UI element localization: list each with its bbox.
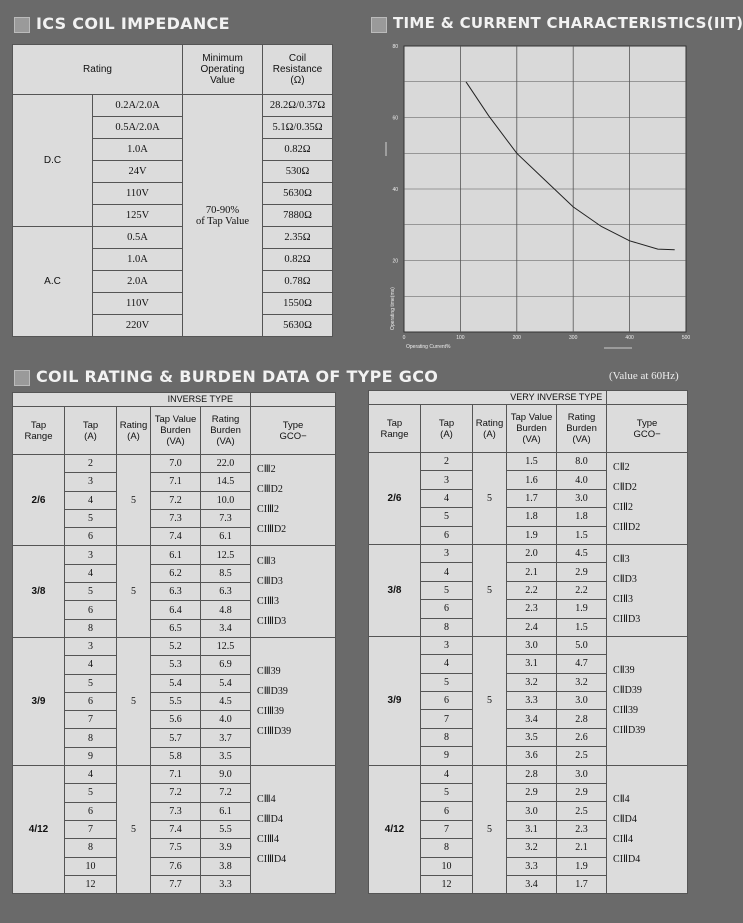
ics-rating: 24V: [93, 161, 183, 183]
tap-value: 8: [65, 729, 117, 747]
header-type: Type GCO−: [607, 405, 688, 453]
tap-value-burden: 5.4: [151, 674, 201, 692]
tap-value-burden: 3.5: [507, 728, 557, 746]
tap-value: 9: [65, 747, 117, 765]
rating-burden: 3.8: [201, 857, 251, 875]
tap-value: 8: [65, 619, 117, 637]
ics-dc-label: D.C: [13, 95, 93, 227]
tap-value-burden: 2.0: [507, 544, 557, 562]
tap-value-burden: 3.4: [507, 710, 557, 728]
tap-value-burden: 3.0: [507, 802, 557, 820]
tap-value: 4: [65, 491, 117, 509]
tap-value: 4: [65, 656, 117, 674]
section-bullet: [14, 17, 30, 33]
tap-value-burden: 7.1: [151, 473, 201, 491]
ics-resistance: 0.82Ω: [263, 249, 333, 271]
tap-value: 4: [421, 765, 473, 783]
rating-burden: 1.9: [557, 857, 607, 875]
rating-burden: 2.6: [557, 728, 607, 746]
type-code: CIⅡ39: [613, 704, 638, 716]
tap-value: 3: [65, 473, 117, 491]
tap-value-burden: 5.8: [151, 747, 201, 765]
rating-burden: 2.9: [557, 563, 607, 581]
tap-value: 5: [421, 508, 473, 526]
tap-value-burden: 6.4: [151, 601, 201, 619]
table-row: [13, 637, 336, 655]
type-code: CⅢD39: [257, 685, 288, 697]
table-row: [369, 765, 688, 783]
rating-burden: 14.5: [201, 473, 251, 491]
rating-burden: 2.3: [557, 820, 607, 838]
ics-rating: 1.0A: [93, 249, 183, 271]
ics-rating: 220V: [93, 315, 183, 337]
rating-burden: 6.3: [201, 583, 251, 601]
tap-value: 8: [421, 839, 473, 857]
chart-title: TIME & CURRENT CHARACTERISTICS(IIT): [393, 14, 743, 32]
type-code: CⅡD4: [613, 813, 637, 825]
rating-burden: 6.9: [201, 656, 251, 674]
tap-value-burden: 1.7: [507, 489, 557, 507]
type-code: CⅡ39: [613, 664, 635, 676]
rating-burden: 3.0: [557, 765, 607, 783]
y-tick-label: 80: [392, 44, 398, 50]
rating-value: 5: [473, 544, 507, 636]
tap-value-burden: 1.8: [507, 508, 557, 526]
tap-value-burden: 2.9: [507, 784, 557, 802]
rating-burden: 3.0: [557, 692, 607, 710]
rating-burden: 2.5: [557, 747, 607, 765]
tap-value: 5: [421, 673, 473, 691]
rating-burden: 12.5: [201, 637, 251, 655]
tap-value: 8: [65, 839, 117, 857]
x-tick-label: 200: [512, 335, 521, 341]
burden-title: COIL RATING & BURDEN DATA OF TYPE GCO: [36, 367, 439, 386]
tap-range: 3/9: [369, 636, 421, 765]
rating-burden: 3.9: [201, 839, 251, 857]
ics-ac-label: A.C: [13, 227, 93, 337]
type-code: CIⅡ4: [613, 833, 633, 845]
header-rating: Rating (A): [473, 405, 507, 453]
tap-range: 4/12: [369, 765, 421, 894]
ics-header-rating: Rating: [13, 45, 183, 95]
header-tap-value-burden: Tap Value Burden (VA): [151, 407, 201, 455]
tap-value-burden: 3.3: [507, 692, 557, 710]
rating-burden: 22.0: [201, 455, 251, 473]
ics-table: [12, 44, 333, 337]
tap-value-burden: 5.3: [151, 656, 201, 674]
tap-range: 3/8: [13, 546, 65, 637]
tap-value-burden: 5.6: [151, 711, 201, 729]
type-list: [607, 453, 688, 545]
tap-value-burden: 5.2: [151, 637, 201, 655]
rating-burden: 3.3: [201, 875, 251, 893]
table-row: [369, 544, 688, 562]
type-code: CIⅢ4: [257, 833, 279, 845]
type-list: [607, 765, 688, 894]
ics-rating: 125V: [93, 205, 183, 227]
type-code: CIⅢD2: [257, 524, 287, 536]
header-rating-burden: Rating Burden (VA): [201, 407, 251, 455]
type-code: CIⅢD39: [257, 725, 292, 737]
type-code: CIⅢ3: [257, 595, 279, 607]
tap-range: 3/8: [369, 544, 421, 636]
type-code: CⅡD39: [613, 684, 642, 696]
rating-burden: 1.8: [557, 508, 607, 526]
type-code: CⅢD2: [257, 484, 283, 496]
tap-value: 6: [65, 692, 117, 710]
type-code: CIⅡD4: [613, 853, 641, 865]
rating-burden: 5.5: [201, 820, 251, 838]
tap-value: 7: [65, 820, 117, 838]
tap-value: 5: [421, 784, 473, 802]
rating-burden: 4.0: [201, 711, 251, 729]
rating-burden: 6.1: [201, 528, 251, 546]
ics-header-coil: Coil Resistance (Ω): [263, 45, 333, 95]
tap-value: 8: [421, 618, 473, 636]
type-list: [251, 637, 336, 765]
rating-burden: 4.5: [201, 692, 251, 710]
type-code: CIⅡ2: [613, 502, 633, 514]
tap-value-burden: 7.1: [151, 766, 201, 784]
tap-value: 7: [421, 820, 473, 838]
tap-value-burden: 7.2: [151, 491, 201, 509]
tap-value: 5: [421, 581, 473, 599]
table-row: [13, 766, 336, 784]
rating-value: 5: [117, 637, 151, 765]
tap-value-burden: 7.3: [151, 802, 201, 820]
ics-row: [13, 95, 333, 117]
rating-burden: 4.7: [557, 655, 607, 673]
rating-value: 5: [473, 765, 507, 894]
ics-min-op-value: 70-90% of Tap Value: [183, 95, 263, 337]
rating-burden: 8.5: [201, 564, 251, 582]
very-inverse-type-table: [368, 390, 688, 894]
tap-value-burden: 7.7: [151, 875, 201, 893]
ics-resistance: 28.2Ω/0.37Ω: [263, 95, 333, 117]
table-row: [13, 546, 336, 564]
ics-rating: 2.0A: [93, 271, 183, 293]
type-code: CⅢ2: [257, 464, 276, 476]
y-tick-label: 20: [392, 258, 398, 265]
ics-header-min-op: Minimum Operating Value: [183, 45, 263, 95]
tap-range: 3/9: [13, 637, 65, 765]
section-bullet: [371, 17, 387, 33]
y-tick-label: 40: [392, 187, 398, 193]
tap-value: 4: [421, 563, 473, 581]
tap-value-burden: 6.2: [151, 564, 201, 582]
tap-value: 3: [421, 471, 473, 489]
header-type: Type GCO−: [251, 407, 336, 455]
tap-value: 7: [421, 710, 473, 728]
tap-value: 10: [421, 857, 473, 875]
ics-resistance: 0.82Ω: [263, 139, 333, 161]
rating-value: 5: [117, 546, 151, 637]
rating-burden: 3.4: [201, 619, 251, 637]
type-list: [251, 455, 336, 546]
tap-value: 2: [65, 455, 117, 473]
rating-burden: 4.8: [201, 601, 251, 619]
tap-value: 5: [65, 784, 117, 802]
tap-range: 2/6: [13, 455, 65, 546]
tap-value-burden: 2.4: [507, 618, 557, 636]
ics-resistance: 0.78Ω: [263, 271, 333, 293]
tap-value-burden: 5.5: [151, 692, 201, 710]
x-tick-label: 400: [625, 335, 634, 341]
tap-value: 6: [421, 600, 473, 618]
tap-value-burden: 3.0: [507, 636, 557, 654]
ics-rating: 0.2A/2.0A: [93, 95, 183, 117]
tap-value: 6: [421, 526, 473, 544]
header-tap: Tap (A): [65, 407, 117, 455]
header-tap-range: Tap Range: [369, 405, 421, 453]
type-code: CIⅡ3: [613, 594, 633, 606]
rating-burden: 2.8: [557, 710, 607, 728]
type-code: CIⅡD39: [613, 724, 646, 736]
ics-resistance: 5630Ω: [263, 315, 333, 337]
inverse-type-table: [12, 392, 336, 894]
type-code: CⅢ3: [257, 555, 276, 567]
table-row: [369, 453, 688, 471]
tap-value: 7: [65, 711, 117, 729]
tap-value-burden: 6.5: [151, 619, 201, 637]
type-code: CⅡD2: [613, 482, 637, 494]
tap-value-burden: 2.3: [507, 600, 557, 618]
tap-value-burden: 3.1: [507, 655, 557, 673]
type-code: CIⅢ39: [257, 705, 284, 717]
rating-burden: 2.9: [557, 784, 607, 802]
tap-value-burden: 1.6: [507, 471, 557, 489]
tap-value-burden: 7.3: [151, 509, 201, 527]
header-tap: Tap (A): [421, 405, 473, 453]
header-rating: Rating (A): [117, 407, 151, 455]
table-row: [369, 636, 688, 654]
tap-value: 6: [421, 802, 473, 820]
x-tick-label: 300: [569, 335, 578, 341]
rating-burden: 7.3: [201, 509, 251, 527]
ics-title: ICS COIL IMPEDANCE: [36, 14, 230, 33]
rating-burden: 10.0: [201, 491, 251, 509]
header-tap-value-burden: Tap Value Burden (VA): [507, 405, 557, 453]
tap-value: 12: [421, 875, 473, 893]
section-bullet: [14, 370, 30, 386]
tap-value-burden: 7.4: [151, 820, 201, 838]
tap-value: 4: [65, 564, 117, 582]
time-current-chart-svg: [380, 36, 698, 366]
rating-burden: 1.5: [557, 526, 607, 544]
tap-value-burden: 7.2: [151, 784, 201, 802]
rating-burden: 2.2: [557, 581, 607, 599]
type-code: CIⅢD4: [257, 853, 287, 865]
tap-value: 2: [421, 453, 473, 471]
tap-value-burden: 3.2: [507, 839, 557, 857]
table-type-label: VERY INVERSE TYPE: [507, 391, 607, 405]
rating-value: 5: [117, 455, 151, 546]
type-code: CⅢD3: [257, 575, 283, 587]
tap-value: 5: [65, 509, 117, 527]
rating-burden: 9.0: [201, 766, 251, 784]
x-axis-title: Operating Current%: [406, 344, 451, 350]
tap-value-burden: 6.3: [151, 583, 201, 601]
ics-rating: 1.0A: [93, 139, 183, 161]
x-tick-label: 100: [456, 335, 465, 341]
time-current-chart: [380, 36, 698, 366]
type-code: CⅢD4: [257, 813, 283, 825]
tap-value-burden: 3.1: [507, 820, 557, 838]
header-rating-burden: Rating Burden (VA): [557, 405, 607, 453]
x-tick-label: 0: [402, 335, 406, 341]
rating-burden: 4.0: [557, 471, 607, 489]
rating-burden: 5.0: [557, 636, 607, 654]
type-list: [607, 636, 688, 765]
value-note: (Value at 60Hz): [609, 370, 679, 382]
type-code: CⅡ2: [613, 462, 630, 474]
rating-burden: 3.0: [557, 489, 607, 507]
tap-value-burden: 7.6: [151, 857, 201, 875]
type-code: CIⅢD3: [257, 615, 287, 627]
tap-value: 5: [65, 674, 117, 692]
tap-value-burden: 2.1: [507, 563, 557, 581]
y-tick-label: 60: [392, 115, 398, 122]
rating-burden: 3.2: [557, 673, 607, 691]
tap-value: 8: [421, 728, 473, 746]
type-code: CⅢ39: [257, 665, 281, 677]
tap-value-burden: 6.1: [151, 546, 201, 564]
rating-burden: 6.1: [201, 802, 251, 820]
rating-value: 5: [117, 766, 151, 894]
ics-resistance: 7880Ω: [263, 205, 333, 227]
tap-value: 12: [65, 875, 117, 893]
ics-resistance: 5.1Ω/0.35Ω: [263, 117, 333, 139]
tap-value: 6: [65, 528, 117, 546]
tap-value-burden: 7.5: [151, 839, 201, 857]
tap-value-burden: 2.8: [507, 765, 557, 783]
ics-rating: 0.5A/2.0A: [93, 117, 183, 139]
rating-burden: 7.2: [201, 784, 251, 802]
rating-burden: 3.5: [201, 747, 251, 765]
type-code: CⅢ4: [257, 793, 276, 805]
tap-value-burden: 3.3: [507, 857, 557, 875]
rating-burden: 1.5: [557, 618, 607, 636]
tap-value: 6: [65, 802, 117, 820]
rating-burden: 12.5: [201, 546, 251, 564]
ics-resistance: 530Ω: [263, 161, 333, 183]
tap-value: 3: [65, 637, 117, 655]
tap-value: 9: [421, 747, 473, 765]
type-list: [251, 546, 336, 637]
rating-burden: 5.4: [201, 674, 251, 692]
type-code: CIⅢ2: [257, 504, 279, 516]
rating-burden: 4.5: [557, 544, 607, 562]
ics-rating: 0.5A: [93, 227, 183, 249]
tap-value-burden: 1.9: [507, 526, 557, 544]
tap-value: 5: [65, 583, 117, 601]
rating-burden: 3.7: [201, 729, 251, 747]
rating-burden: 1.9: [557, 600, 607, 618]
tap-range: 2/6: [369, 453, 421, 545]
x-tick-label: 500: [681, 335, 691, 341]
tap-value-burden: 5.7: [151, 729, 201, 747]
type-code: CⅡ3: [613, 554, 630, 566]
tap-value-burden: 7.0: [151, 455, 201, 473]
ics-rating: 110V: [93, 293, 183, 315]
type-code: CⅡD3: [613, 574, 637, 586]
tap-value-burden: 2.2: [507, 581, 557, 599]
tap-value-burden: 1.5: [507, 453, 557, 471]
header-tap-range: Tap Range: [13, 407, 65, 455]
type-code: CIⅡD3: [613, 614, 641, 626]
type-list: [607, 544, 688, 636]
tap-value: 4: [65, 766, 117, 784]
tap-value: 3: [421, 544, 473, 562]
tap-value-burden: 3.6: [507, 747, 557, 765]
rating-burden: 8.0: [557, 453, 607, 471]
type-code: CⅡ4: [613, 793, 630, 805]
rating-burden: 2.5: [557, 802, 607, 820]
tap-value-burden: 3.4: [507, 875, 557, 893]
tap-value-burden: 3.2: [507, 673, 557, 691]
ics-resistance: 1550Ω: [263, 293, 333, 315]
type-list: [251, 766, 336, 894]
table-row: [13, 455, 336, 473]
tap-range: 4/12: [13, 766, 65, 894]
table-type-label: INVERSE TYPE: [151, 393, 251, 407]
ics-resistance: 2.35Ω: [263, 227, 333, 249]
rating-burden: 1.7: [557, 875, 607, 893]
rating-burden: 2.1: [557, 839, 607, 857]
tap-value: 4: [421, 655, 473, 673]
y-axis-title: Operating time(ms): [390, 287, 396, 330]
tap-value: 10: [65, 857, 117, 875]
tap-value: 3: [421, 636, 473, 654]
tap-value-burden: 7.4: [151, 528, 201, 546]
tap-value: 3: [65, 546, 117, 564]
rating-value: 5: [473, 636, 507, 765]
tap-value: 4: [421, 489, 473, 507]
tap-value: 6: [421, 692, 473, 710]
ics-row: [13, 227, 333, 249]
ics-rating: 110V: [93, 183, 183, 205]
tap-value: 6: [65, 601, 117, 619]
ics-resistance: 5630Ω: [263, 183, 333, 205]
rating-value: 5: [473, 453, 507, 545]
type-code: CIⅡD2: [613, 522, 641, 534]
